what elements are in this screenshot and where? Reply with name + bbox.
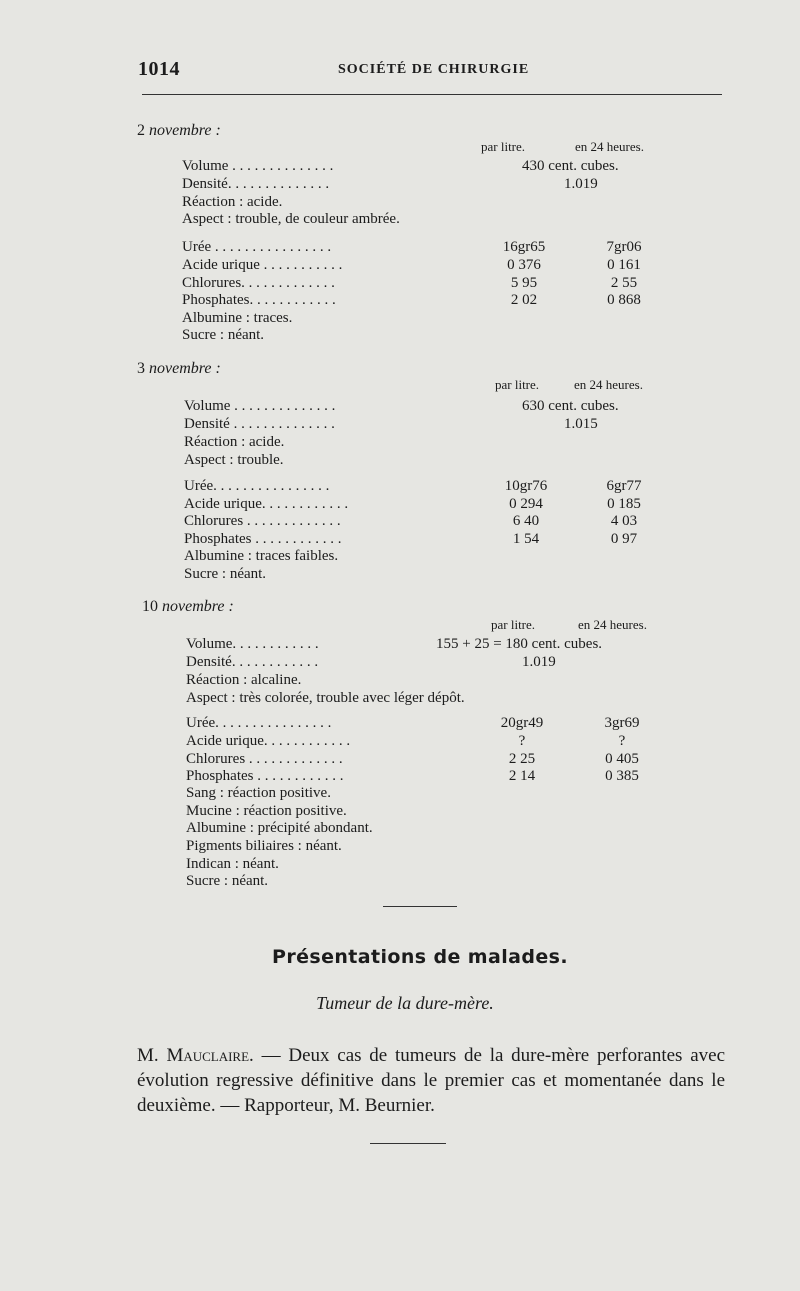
table-row: Chlorures . . . . . . . . . . . . . 2 25 0 405 [186,751,639,767]
table-row: Acide urique. . . . . . . . . . . . 0 294 0 185 [184,496,641,512]
volume-row: Volume . . . . . . . . . . . . . . 430 cent. cubes. [182,158,619,174]
table-row: Acide urique . . . . . . . . . . . 0 376 0 161 [182,257,641,273]
table-row: Acide urique. . . . . . . . . . . . ? ? [186,733,626,749]
section-subtitle: Tumeur de la dure-mère. [316,993,494,1013]
volume-row: Volume. . . . . . . . . . . . 155 + 25 = 180 cent. cubes. [186,636,603,652]
reaction-line: Réaction : acide. [182,194,283,210]
col-header-per-24h: en 24 heures. [578,617,647,632]
section-date: 10 novembre : [142,598,234,615]
author-name: Mauclaire. [166,1045,254,1066]
note-line: Albumine : traces faibles. [184,548,339,564]
note-line: Pigments biliaires : néant. [186,838,342,854]
table-row: Urée. . . . . . . . . . . . . . . . 20gr49 3gr69 [186,715,640,731]
page-header [138,58,723,82]
note-line: Sang : réaction positive. [186,785,331,801]
aspect-line: Aspect : trouble. [184,452,284,468]
reaction-line: Réaction : acide. [184,434,285,450]
col-header-per-litre: par litre. [491,617,536,632]
body-paragraph [137,1043,725,1118]
section-divider [383,906,457,907]
col-header-per-litre: par litre. [495,377,540,392]
section-date: 2 novembre : [137,122,221,139]
note-line: Sucre : néant. [182,327,265,343]
aspect-line: Aspect : très colorée, trouble avec léger dépôt. [186,690,465,706]
table-row: Phosphates. . . . . . . . . . . . 2 02 0 868 [182,292,641,308]
col-header-per-24h: en 24 heures. [574,377,643,392]
table-row: Urée. . . . . . . . . . . . . . . . 10gr76 6gr77 [184,478,642,494]
col-header-per-24h: en 24 heures. [575,139,644,154]
note-line: Mucine : réaction positive. [186,803,347,819]
table-row: Urée . . . . . . . . . . . . . . . . 16gr65 7gr06 [182,239,642,255]
author-initial: M. [137,1045,159,1066]
section-date: 3 novembre : [137,360,221,377]
section-title: Présentations de malades. [272,946,568,968]
densite-row: Densité. . . . . . . . . . . . . . 1.019 [182,176,598,192]
aspect-line: Aspect : trouble, de couleur ambrée. [182,211,400,227]
table-row: Chlorures. . . . . . . . . . . . . 5 95 2 55 [182,275,638,291]
paragraph-text: — Deux cas de tumeurs de la dure-mère perforantes avec évolution regressive définitive dans le premier cas et momentanée dans le deuxième. — Rapporteur, M. Beurnier. [137,1045,726,1116]
note-line: Indican : néant. [186,856,279,872]
reaction-line: Réaction : alcaline. [186,672,302,688]
note-line: Sucre : néant. [184,566,267,582]
densite-row: Densité. . . . . . . . . . . . 1.019 [186,654,556,670]
table-row: Phosphates . . . . . . . . . . . . 1 54 0 97 [184,531,638,547]
note-line: Sucre : néant. [186,873,269,889]
page-number: 1014 [138,58,180,80]
header-rule [142,94,722,95]
table-row: Phosphates . . . . . . . . . . . . 2 14 0 385 [186,768,639,784]
col-header-per-litre: par litre. [481,139,526,154]
table-row: Chlorures . . . . . . . . . . . . . 6 40 4 03 [184,513,638,529]
note-line: Albumine : précipité abondant. [186,820,373,836]
volume-row: Volume . . . . . . . . . . . . . . 630 cent. cubes. [184,398,619,414]
note-line: Albumine : traces. [182,310,293,326]
end-divider [370,1143,446,1144]
densite-row: Densité . . . . . . . . . . . . . . 1.015 [184,416,598,432]
running-head: SOCIÉTÉ DE CHIRURGIE [338,62,530,77]
